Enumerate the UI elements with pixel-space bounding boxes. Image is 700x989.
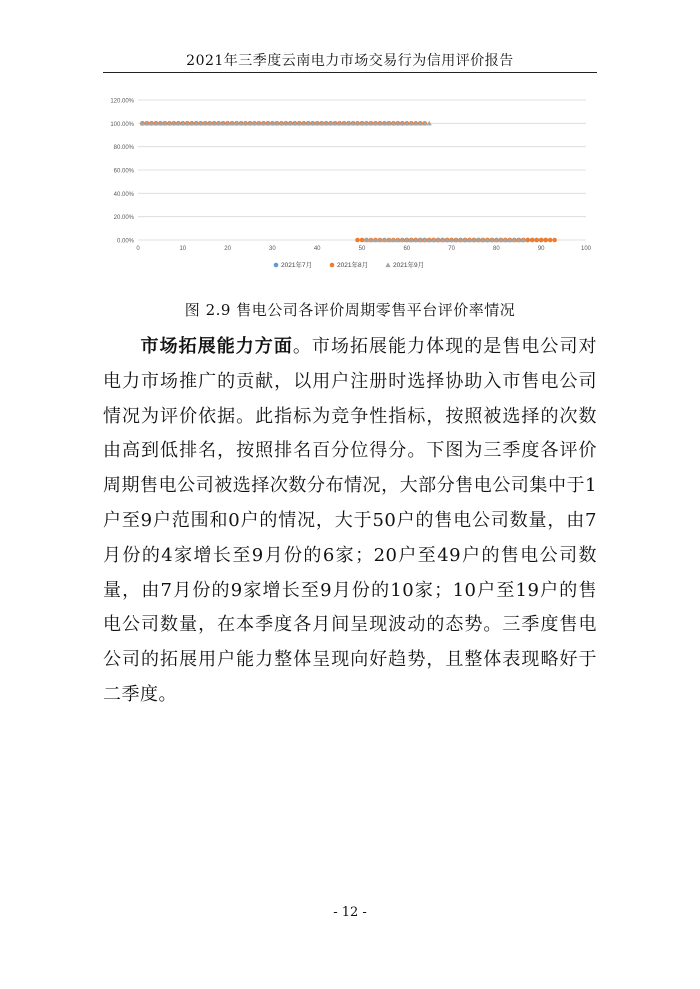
x-tick-label: 70	[448, 246, 455, 252]
x-tick-label: 40	[313, 246, 321, 252]
data-point	[534, 238, 539, 243]
data-point	[530, 238, 535, 243]
x-tick-label: 30	[269, 246, 276, 252]
paragraph-lead-heading: 市场拓展能力方面	[140, 336, 293, 357]
y-tick-label: 20.00%	[113, 215, 134, 222]
evaluation-rate-scatter-chart	[96, 88, 604, 280]
x-tick-label: 80	[493, 246, 500, 252]
y-tick-label: 60.00%	[113, 168, 134, 175]
data-point	[360, 238, 365, 243]
legend-entry-label: 2021年7月	[281, 262, 313, 269]
data-point	[330, 263, 335, 268]
legend-entry-label: 2021年8月	[337, 262, 369, 269]
data-point	[539, 238, 544, 243]
data-point	[274, 263, 279, 268]
paragraph-text: 。市场拓展能力体现的是售电公司对电力市场推广的贡献，以用户注册时选择协助入市售电公司情况为评价依据。此指标为竞争性指标，按照被选择的次数由高到低排名，按照排名百分位得分。下图为三季度各评价周期售电公司被选择次数分布情况，大部分售电公司集中于1户至9户范围和0户的情况，大于50户的售电公司数量，由7月份的4家增长至9月份的6家；20户至49户的售电公司数量，由7月份的9家增长至9月份的10家；10户至19户的售电公司数量，在本季度各月间呈现波动的态势。三季度售电公司的拓展用户能力整体呈现向好趋势，且整体表现略好于二季度。	[103, 336, 597, 705]
y-tick-label: 0.00%	[116, 238, 134, 245]
report-header-title: 2021年三季度云南电力市场交易行为信用评价报告	[186, 53, 514, 69]
data-point	[543, 238, 548, 243]
page-number: - 12 -	[333, 905, 367, 920]
x-tick-label: 60	[403, 246, 411, 252]
data-point	[355, 238, 360, 243]
y-tick-label: 80.00%	[113, 145, 134, 152]
data-point	[525, 238, 530, 243]
figure-caption: 图 2.9 售电公司各评价周期零售平台评价率情况	[184, 301, 516, 319]
y-tick-label: 40.00%	[113, 191, 134, 198]
legend-entry-label: 2021年9月	[393, 262, 425, 269]
x-tick-label: 100	[580, 246, 592, 252]
x-tick-label: 10	[179, 246, 187, 252]
x-tick-label: 0	[136, 246, 140, 252]
x-tick-label: 20	[224, 246, 231, 252]
y-tick-label: 120.00%	[110, 98, 134, 105]
body-paragraph	[103, 330, 597, 713]
x-tick-label: 90	[537, 246, 545, 252]
y-tick-label: 100.00%	[110, 121, 134, 128]
header-divider	[103, 72, 597, 73]
data-point	[385, 262, 390, 267]
data-point	[548, 238, 553, 243]
x-tick-label: 50	[358, 246, 366, 252]
data-point	[552, 238, 557, 243]
